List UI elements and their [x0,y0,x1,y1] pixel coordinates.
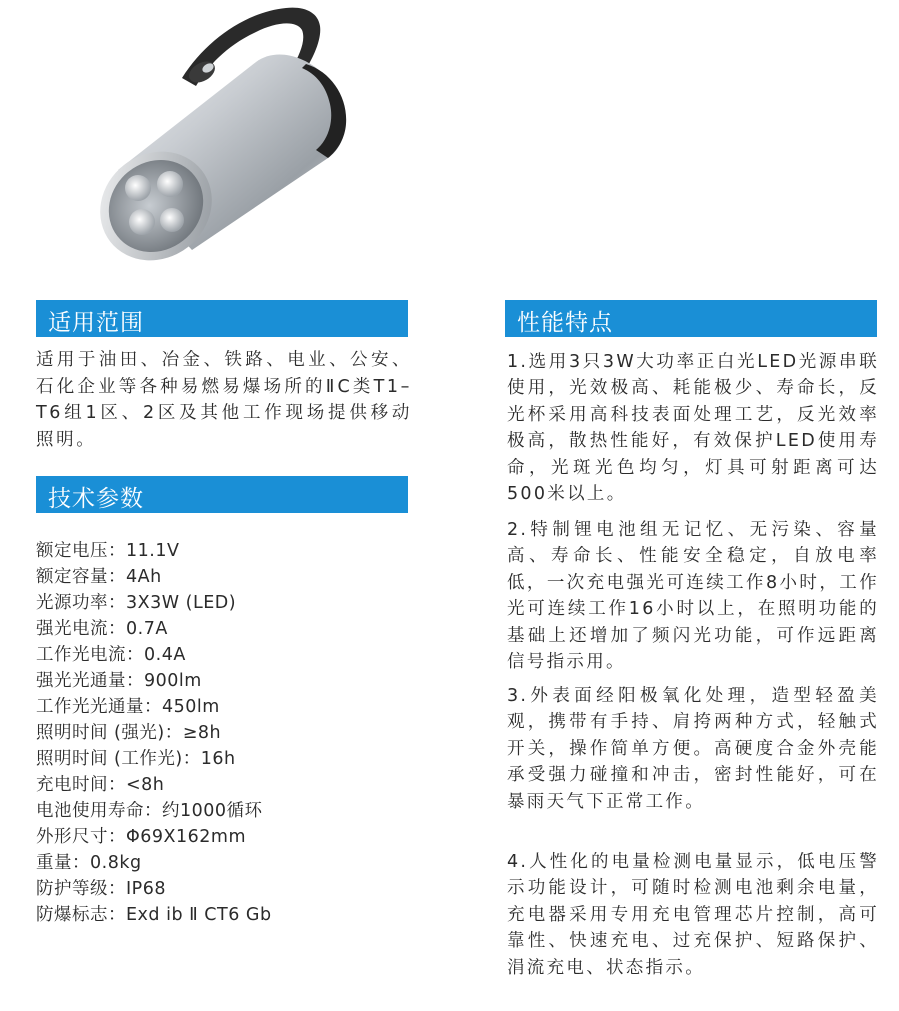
spec-item: 额定电压：11.1V [36,541,180,561]
spec-list [36,538,272,928]
flashlight-image [96,0,356,262]
spec-item: 防护等级：IP68 [36,879,166,899]
spec-item: 工作光电流：0.4A [36,645,186,665]
spec-item: 防爆标志：Exd ib Ⅱ CT6 Gb [36,905,272,925]
feature-paragraph: 4.人性化的电量检测电量显示，低电压警示功能设计，可随时检测电池剩余电量，充电器采用专用充电管理芯片控制，高可靠性、快速充电、过充保护、短路保护、涓流充电、状态指示。 [507,852,879,978]
spec-item: 额定容量：4Ah [36,567,162,587]
section-header-features [505,300,877,337]
spec-item: 光源功率：3X3W (LED) [36,593,237,613]
spec-item: 强光电流：0.7A [36,619,168,639]
apply-description: 适用于油田、冶金、铁路、电业、公安、石化企业等各种易燃易爆场所的ⅡC类T1–T6组1区、2区及其他工作现场提供移动照明。 [36,350,412,450]
section-header-specs [36,476,408,513]
spec-item: 强光光通量：900lm [36,671,202,691]
feature-paragraph: 2.特制锂电池组无记忆、无污染、容量高、寿命长、性能安全稳定，自放电率低，一次充电强光可连续工作8小时，工作光可连续工作16小时以上，在照明功能的基础上还增加了频闪光功能，可作远距离信号指示用。 [507,520,879,673]
section-title-specs: 技术参数 [48,486,144,512]
section-header-apply [36,300,408,337]
spec-item: 照明时间 (工作光)：16h [36,749,236,769]
spec-item: 重量：0.8kg [36,853,142,873]
spec-item: 充电时间：<8h [36,775,165,795]
section-title-features: 性能特点 [517,310,613,336]
spec-item: 外形尺寸：Φ69X162mm [36,827,247,847]
spec-item: 工作光光通量：450lm [36,697,220,717]
spec-item: 照明时间 (强光)：≥8h [36,723,222,743]
feature-paragraph: 1.选用3只3W大功率正白光LED光源串联使用，光效极高、耗能极少、寿命长，反光杯采用高科技表面处理工艺，反光效率极高，散热性能好，有效保护LED使用寿命，光斑光色均匀，灯具可射距离可达500米以上。 [507,352,879,505]
feature-paragraph: 3.外表面经阳极氧化处理，造型轻盈美观，携带有手持、肩挎两种方式，轻触式开关，操作简单方便。高硬度合金外壳能承受强力碰撞和冲击，密封性能好，可在暴雨天气下正常工作。 [507,686,879,812]
section-title-apply: 适用范围 [48,310,144,336]
spec-item: 电池使用寿命：约1000循环 [36,801,263,821]
